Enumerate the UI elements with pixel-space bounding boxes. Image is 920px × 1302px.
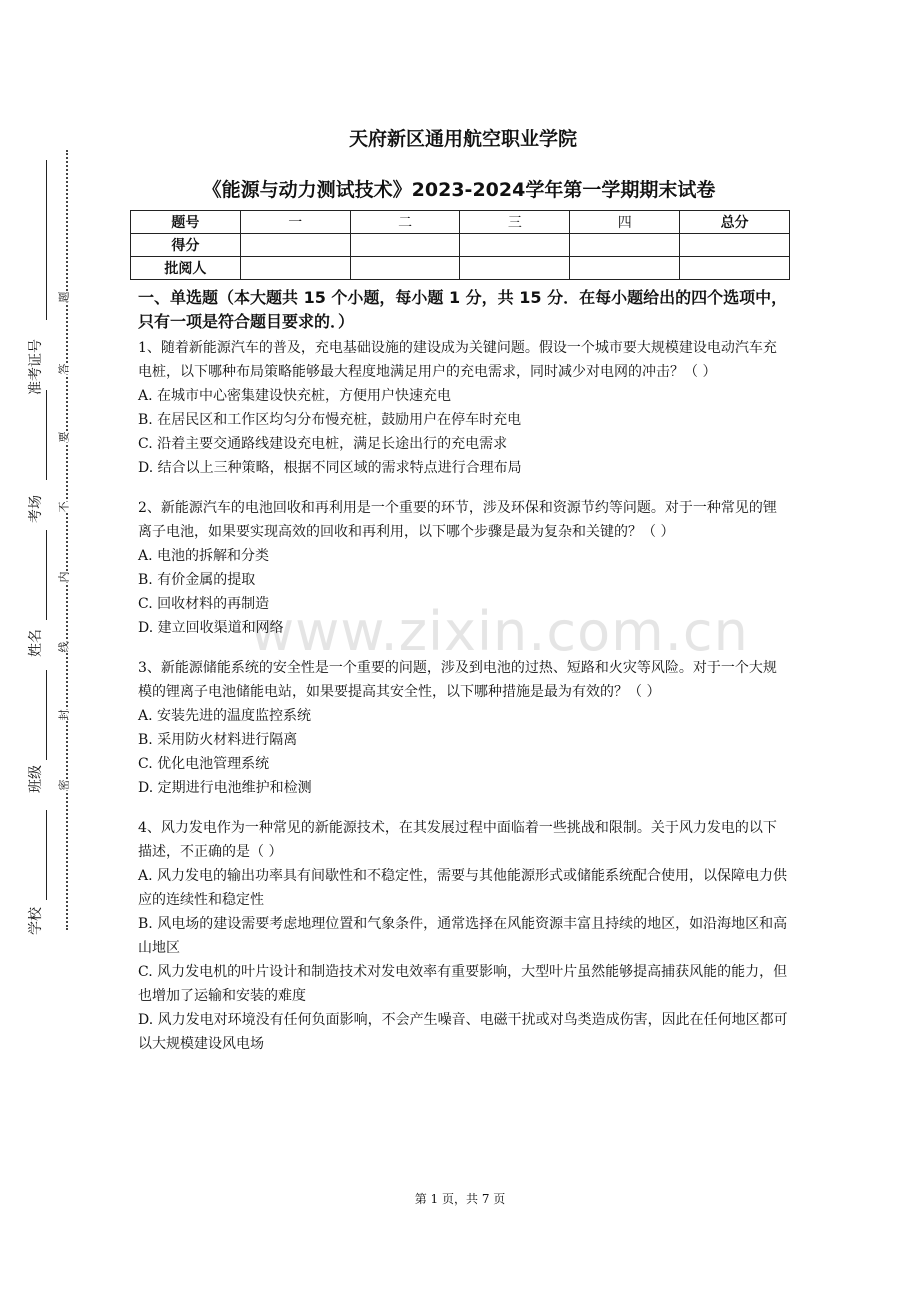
seal-char: 内: [55, 572, 73, 583]
class-label: 班级: [28, 765, 44, 793]
exam-room-blank: [46, 390, 48, 480]
page-footer: 第 1 页，共 7 页: [414, 1192, 506, 1206]
option-b: B. 风电场的建设需要考虑地理位置和气象条件，通常选择在风能资源丰富且持续的地区，如沿海地区和高山地区: [138, 916, 788, 956]
score-row-label: 得分: [131, 234, 241, 257]
score-col-header: 总分: [680, 211, 790, 234]
option-d: D. 建立回收渠道和网络: [138, 620, 284, 636]
score-col-header: 三: [460, 211, 570, 234]
option-c: C. 优化电池管理系统: [138, 756, 270, 772]
option-b: B. 采用防火材料进行隔离: [138, 732, 298, 748]
seal-char: 要: [55, 432, 73, 443]
school-label: 学校: [28, 907, 44, 935]
score-cell[interactable]: [350, 234, 460, 257]
score-cell[interactable]: [240, 234, 350, 257]
score-col-header: 题号: [131, 211, 241, 234]
score-col-header: 二: [350, 211, 460, 234]
binding-margin: [12, 150, 76, 960]
exam-room-label: 考场: [28, 495, 44, 523]
option-b: B. 有价金属的提取: [138, 572, 256, 588]
score-col-header: 四: [570, 211, 680, 234]
score-cell[interactable]: [460, 234, 570, 257]
grader-row: [131, 257, 790, 280]
grader-cell[interactable]: [570, 257, 680, 280]
score-cell[interactable]: [570, 234, 680, 257]
option-a: A. 在城市中心密集建设快充桩，方便用户快速充电: [138, 388, 452, 404]
score-col-header: 一: [240, 211, 350, 234]
watermark: www.zixin.com.cn: [250, 600, 749, 663]
question-stem: 1、随着新能源汽车的普及，充电基础设施的建设成为关键问题。假设一个城市要大规模建设电动汽车充电桩，以下哪种布局策略能够最大程度地满足用户的充电需求，同时减少对电网的冲击？（ ）: [138, 340, 777, 380]
seal-dotted-line: [66, 150, 68, 930]
question-2: [138, 496, 788, 640]
class-blank: [46, 670, 48, 760]
option-c: C. 回收材料的再制造: [138, 596, 270, 612]
school-blank: [46, 810, 48, 900]
exam-page: [138, 118, 788, 1056]
grader-cell[interactable]: [350, 257, 460, 280]
score-row-label: 批阅人: [131, 257, 241, 280]
option-d: D. 定期进行电池维护和检测: [138, 780, 312, 796]
question-4: [138, 816, 788, 1056]
option-c: C. 沿着主要交通路线建设充电桩，满足长途出行的充电需求: [138, 436, 508, 452]
school-title: 天府新区通用航空职业学院: [348, 128, 577, 150]
exam-title: 《能源与动力测试技术》2023-2024学年第一学期期末试卷: [202, 179, 716, 201]
seal-char: 线: [55, 642, 73, 653]
option-c: C. 风力发电机的叶片设计和制造技术对发电效率有重要影响，大型叶片虽然能够提高捕获风能的能力，但也增加了运输和安装的难度: [138, 964, 788, 1004]
score-table-header-row: [131, 211, 790, 234]
grader-cell[interactable]: [240, 257, 350, 280]
seal-char: 答: [55, 364, 73, 375]
seal-char: 封: [55, 710, 73, 721]
question-1: [138, 336, 788, 480]
question-stem: 3、新能源储能系统的安全性是一个重要的问题，涉及到电池的过热、短路和火灾等风险。对于一个大规模的锂离子电池储能电站，如果要提高其安全性，以下哪种措施是最为有效的？（ ）: [138, 660, 777, 700]
option-a: A. 风力发电的输出功率具有间歇性和不稳定性，需要与其他能源形式或储能系统配合使用，以保障电力供应的连续性和稳定性: [138, 868, 788, 908]
exam-number-label: 准考证号: [28, 339, 44, 395]
grader-cell[interactable]: [460, 257, 570, 280]
seal-char: 题: [55, 292, 73, 303]
option-a: A. 电池的拆解和分类: [138, 548, 270, 564]
option-b: B. 在居民区和工作区均匀分布慢充桩，鼓励用户在停车时充电: [138, 412, 522, 428]
question-stem: 2、新能源汽车的电池回收和再利用是一个重要的环节，涉及环保和资源节约等问题。对于一种常见的锂离子电池，如果要实现高效的回收和再利用，以下哪个步骤是最为复杂和关键的？（ ）: [138, 500, 777, 540]
question-3: [138, 656, 788, 800]
option-d: D. 结合以上三种策略，根据不同区域的需求特点进行合理布局: [138, 460, 522, 476]
seal-char: 密: [55, 780, 73, 791]
name-blank: [46, 530, 48, 620]
seal-char: 不: [55, 502, 73, 513]
name-label: 姓名: [28, 629, 44, 657]
section-heading: 一、单选题（本大题共 15 个小题，每小题 1 分，共 15 分．在每小题给出的四个选项中，只有一项是符合题目要求的．）: [138, 288, 788, 331]
score-table: [130, 210, 790, 280]
score-cell[interactable]: [680, 234, 790, 257]
grader-cell[interactable]: [680, 257, 790, 280]
exam-number-blank: [46, 160, 48, 320]
option-a: A. 安装先进的温度监控系统: [138, 708, 312, 724]
option-d: D. 风力发电对环境没有任何负面影响，不会产生噪音、电磁干扰或对鸟类造成伤害，因此在任何地区都可以大规模建设风电场: [138, 1012, 788, 1052]
score-row: [131, 234, 790, 257]
question-stem: 4、风力发电作为一种常见的新能源技术，在其发展过程中面临着一些挑战和限制。关于风力发电的以下描述，不正确的是（ ）: [138, 820, 777, 860]
